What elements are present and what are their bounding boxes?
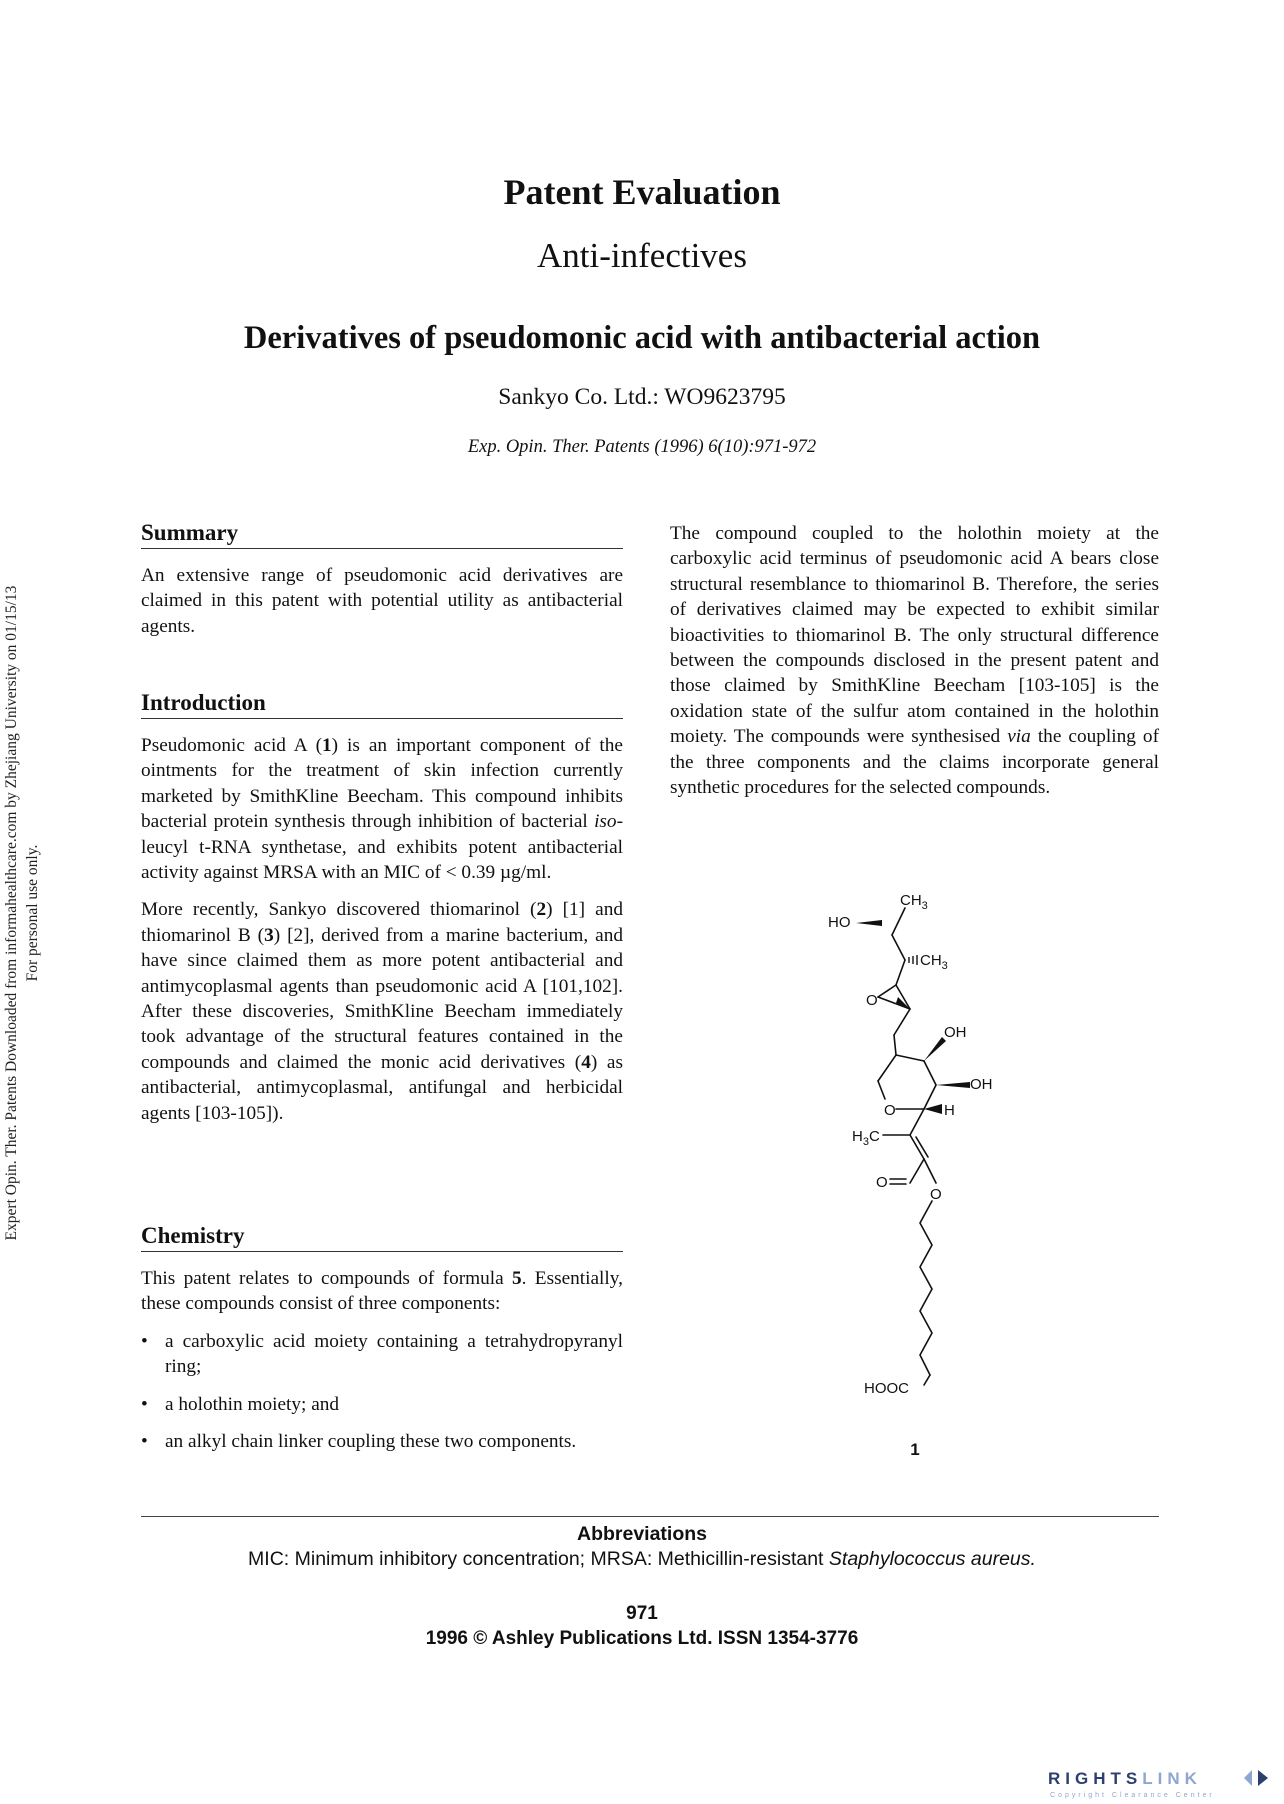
- article-title: Derivatives of pseudomonic acid with antibacterial action: [243, 320, 1041, 356]
- wedge-bond: [924, 1037, 946, 1061]
- wedge-bond: [924, 1104, 942, 1114]
- list-item: • a holothin moiety; and: [141, 1392, 623, 1417]
- label-ch3-top: $CH_3$: [900, 892, 928, 912]
- wedge-bond: [936, 1082, 970, 1088]
- structure-bonds: [878, 908, 936, 1385]
- wedge-bond: [856, 920, 882, 926]
- label-carboxylic-acid: HOOC: [864, 1380, 909, 1397]
- introduction-section: [141, 690, 623, 1126]
- label-hydroxyl-ring-right: OH: [970, 1076, 993, 1093]
- summary-text: An extensive range of pseudomonic acid derivatives are claimed in this patent with potential utility as antibacterial agents.: [141, 565, 623, 637]
- label-ch3-side: $CH_3$: [920, 952, 948, 972]
- label-ester-oxygen: O: [930, 1186, 942, 1203]
- chemistry-heading: Chemistry: [141, 1223, 623, 1252]
- label-hydroxyl-ring-upper: OH: [944, 1024, 967, 1041]
- abbreviations-text: MIC: Minimum inhibitory concentration; MRSA: Methicillin-resistant Staphylococcus aureus.: [248, 1548, 1036, 1570]
- download-side-note: [1, 268, 45, 1558]
- summary-section: [141, 520, 623, 639]
- summary-heading: Summary: [141, 520, 623, 549]
- discussion-section: [670, 521, 1159, 800]
- discussion-paragraph: The compound coupled to the holothin moiety at the carboxylic acid terminus of pseudomonic acid A bears close structural resemblance to thiomarinol B. Therefore, the series of derivatives claimed may be expected to exhibit similar bioactivities to thiomarinol B. The only structural difference between the compounds disclosed in the present patent and those claimed by SmithKline Beecham [103-105] is the oxidation state of the sulfur atom contained in the holothin moiety. The compounds were synthesised via the coupling of the three components and the claims incorporate general synthetic procedures for the selected compounds.: [670, 523, 1159, 799]
- rightslink-tagline: Copyright Clearance Center: [1050, 1792, 1215, 1799]
- component-list: [141, 1329, 623, 1455]
- label-methyl-alkene: $H_3C$: [852, 1128, 880, 1148]
- label-hydrogen: H: [944, 1102, 955, 1119]
- introduction-paragraph-2: More recently, Sankyo discovered thiomarinol (2) [1] and thiomarinol B (3) [2], derived from a marine bacterium, and have since claimed them as more potent antibacterial and antimycoplasmal agents than pseudomonic acid A [101,102]. After these discoveries, SmithKline Beecham immediately took advantage of the structural features contained in the compounds and claimed the monic acid derivatives (4) as antibacterial, antimycoplasmal, antifungal and herbicidal agents [103-105]).: [141, 899, 624, 1124]
- compound-number: 1: [910, 1440, 920, 1459]
- label-hydroxyl-top: HO: [828, 914, 851, 931]
- journal-citation: Exp. Opin. Ther. Patents (1996) 6(10):971-972: [467, 437, 817, 457]
- label-ring-oxygen: O: [884, 1102, 896, 1119]
- bullet-icon: •: [141, 1431, 148, 1453]
- rightslink-wordmark: RIGHTSLINK: [1048, 1769, 1202, 1788]
- bullet-icon: •: [141, 1330, 148, 1352]
- pseudomonic-acid-structure: [820, 885, 1040, 1405]
- patent-assignee: Sankyo Co. Ltd.: WO9623795: [498, 384, 786, 410]
- page-kicker: Patent Evaluation: [503, 172, 781, 212]
- list-item: • an alkyl chain linker coupling these two components.: [141, 1429, 623, 1454]
- page-number: 971: [626, 1603, 658, 1624]
- rightslink-logo[interactable]: [1048, 1766, 1280, 1800]
- list-item: • a carboxylic acid moiety containing a tetrahydropyranyl ring;: [141, 1330, 623, 1378]
- side-note-line-1: Expert Opin. Ther. Patents Downloaded from informahealthcare.com by Zhejiang University on 01/15/13: [3, 585, 20, 1241]
- rightslink-arrow-icon: [1244, 1770, 1268, 1786]
- label-epoxide-oxygen: O: [866, 992, 878, 1009]
- abbreviations-heading: Abbreviations: [576, 1523, 708, 1545]
- label-carbonyl-oxygen: O: [876, 1174, 888, 1191]
- chemistry-intro: This patent relates to compounds of formula 5. Essentially, these compounds consist of three components:: [141, 1268, 623, 1315]
- side-note-line-2: For personal use only.: [24, 844, 41, 982]
- introduction-heading: Introduction: [141, 690, 623, 719]
- hashed-bond: [909, 955, 917, 965]
- chemistry-section: [141, 1223, 623, 1466]
- copyright-notice: 1996 © Ashley Publications Ltd. ISSN 1354-3776: [425, 1628, 859, 1649]
- footer-divider: [141, 1516, 1159, 1517]
- introduction-paragraph-1: Pseudomonic acid A (1) is an important component of the ointments for the treatment of skin infection currently marketed by SmithKline Beecham. This compound inhibits bacterial protein synthesis through inhibition of bacterial iso-leucyl t-RNA synthetase, and exhibits potent antibacterial activity against MRSA with an MIC of < 0.39 µg/ml.: [141, 735, 623, 884]
- bullet-icon: •: [141, 1393, 148, 1415]
- section-title: Anti-infectives: [537, 236, 747, 275]
